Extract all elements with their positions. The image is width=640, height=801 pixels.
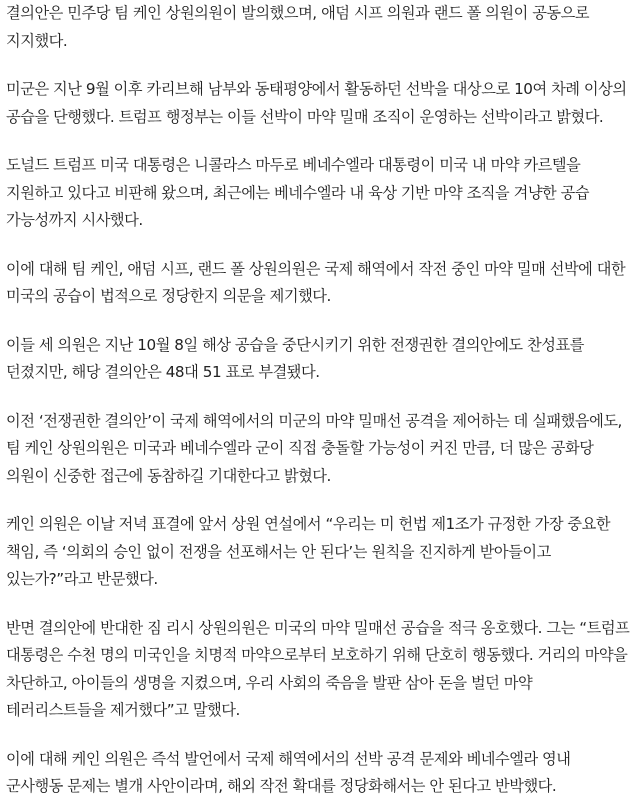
article-paragraph-9: 이에 대해 케인 의원은 즉석 발언에서 국제 해역에서의 선박 공격 문제와 베네수엘라 영내 군사행동 문제는 별개 사안이라며, 해외 작전 확대를 정당화해서는 안 된다고 반박했다. <box>6 749 571 795</box>
article-paragraph-8: 반면 결의안에 반대한 짐 리시 상원의원은 미국의 마약 밀매선 공습을 적극 옹호했다. 그는 “트럼프 대통령은 수천 명의 미국인을 치명적 마약으로부터 보호하기 위해 단호히 행동했다. 거리의 마약을 차단하고, 아이들의 생명을 지켰으며, 우리 사회의 죽음을 발판 삼아 돈을 벌던 마약 테러리스트들을 제거했다”고 말했다. <box>6 618 630 719</box>
article-paragraph-2: 미군은 지난 9월 이후 카리브해 남부와 동태평양에서 활동하던 선박을 대상으로 10여 차례 이상의 공습을 단행했다. 트럼프 행정부는 이들 선박이 마약 밀매 조직이 운영하는 선박이라고 밝혔다. <box>6 80 627 126</box>
article-paragraph-6: 이전 ‘전쟁권한 결의안’이 국제 해역에서의 미군의 마약 밀매선 공격을 제어하는 데 실패했음에도, 팀 케인 상원의원은 미국과 베네수엘라 군이 직접 충돌할 가능성이 커진 만큼, 더 많은 공화당 의원이 신중한 접근에 동참하길 기대한다고 밝혔다. <box>6 411 622 485</box>
article-paragraph-4: 이에 대해 팀 케인, 애덤 시프, 랜드 폴 상원의원은 국제 해역에서 작전 중인 마약 밀매 선박에 대한 미국의 공습이 법적으로 정당한지 의문을 제기했다. <box>6 259 626 305</box>
article-paragraph-5: 이들 세 의원은 지난 10월 8일 해상 공습을 중단시키기 위한 전쟁권한 결의안에도 찬성표를 던졌지만, 해당 결의안은 48대 51 표로 부결됐다. <box>6 335 584 381</box>
article-paragraph-1: 결의안은 민주당 팀 케인 상원의원이 발의했으며, 애덤 시프 의원과 랜드 폴 의원이 공동으로 지지했다. <box>6 4 590 50</box>
article-paragraph-7: 케인 의원은 이날 저녁 표결에 앞서 상원 연설에서 “우리는 미 헌법 제1조가 규정한 가장 중요한 책임, 즉 ‘의회의 승인 없이 전쟁을 선포해서는 안 된다’는 원칙을 진지하게 받아들이고 있는가?”라고 반문했다. <box>6 515 611 588</box>
article-paragraph-3: 도널드 트럼프 미국 대통령은 니콜라스 마두로 베네수엘라 대통령이 미국 내 마약 카르텔을 지원하고 있다고 비판해 왔으며, 최근에는 베네수엘라 내 육상 기반 마약 조직을 겨냥한 공습 가능성까지 시사했다. <box>6 156 590 229</box>
